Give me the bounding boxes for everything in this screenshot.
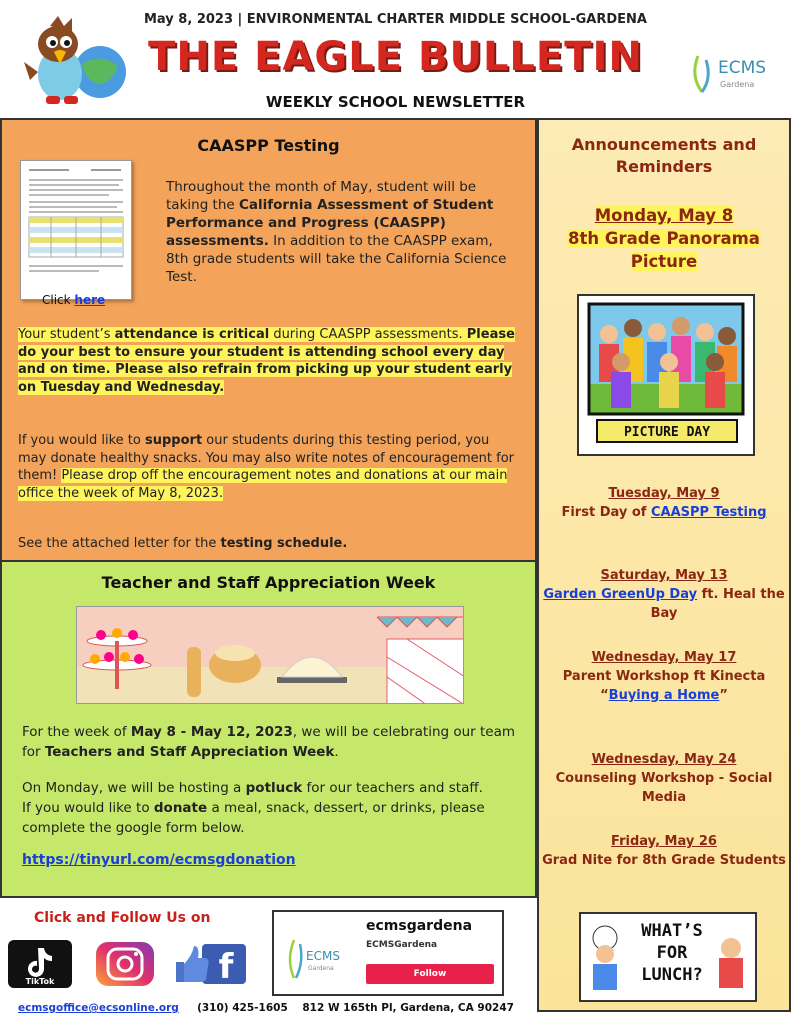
lunch-menu-icon: [581, 914, 755, 1000]
caaspp-description: [166, 178, 516, 286]
appreciation-banner-image: [76, 606, 464, 704]
donation-link-line: [22, 852, 296, 868]
instagram-follow-button[interactable]: Follow: [366, 964, 494, 984]
svg-text:ECMS: ECMS: [306, 949, 340, 963]
svg-text:Gardena: Gardena: [308, 965, 334, 972]
potluck-text-3: a meal, snack, dessert, or drinks, please complete the google form below.: [22, 800, 485, 836]
potluck-text-2: for our teachers and staff. If you would like to: [22, 780, 483, 816]
ecms-logo-text: ECMS: [718, 58, 767, 78]
instagram-name: ECMSGardena: [366, 940, 438, 950]
announcement-item-5: [539, 832, 789, 870]
support-paragraph: [18, 432, 518, 502]
appr-dates: May 8 - May 12, 2023: [130, 724, 293, 740]
announcement-date-1: Tuesday, May 9: [608, 486, 720, 501]
dessert-table-icon: [77, 607, 464, 704]
facebook-link[interactable]: [172, 940, 250, 988]
buying-a-home-link[interactable]: Buying a Home: [608, 688, 720, 703]
lunch-caption: WHAT’S FOR LUNCH?: [641, 921, 703, 985]
tiktok-label: TikTok: [25, 977, 55, 986]
newsletter-header: [0, 0, 791, 118]
instagram-link[interactable]: [92, 940, 158, 988]
contact-phone: (310) 425-1605: [197, 1002, 288, 1014]
support-text-2: our students during this testing period, you may donate healthy snacks. You may also write notes of encouragement for them!: [18, 433, 515, 483]
ecms-logo-icon: [284, 924, 354, 984]
appreciation-week-paragraph: [22, 722, 522, 762]
newsletter-subtitle: WEEKLY SCHOOL NEWSLETTER: [265, 93, 526, 111]
testing-letter-link[interactable]: here: [74, 293, 106, 307]
caaspp-desc-text-2: In addition to the CAASPP exam, 8th grade students will take the California Science Test.: [166, 233, 507, 285]
facebook-like-icon: [172, 940, 250, 988]
caaspp-title: CAASPP Testing: [197, 136, 340, 155]
contact-line: [18, 1002, 514, 1014]
contact-email-link[interactable]: ecmsgoffice@ecsonline.org: [18, 1002, 179, 1014]
click-label: Click: [42, 293, 75, 307]
picture-day-image: [577, 294, 755, 456]
click-here-line: [42, 293, 105, 307]
announcement-item-2: [539, 566, 789, 623]
announcements-section: [537, 118, 791, 1012]
announcement-item-1: [539, 484, 789, 522]
svg-text:f: f: [218, 947, 234, 987]
announcement-item-4: [539, 750, 789, 807]
caaspp-desc-bold: California Assessment of Student Performance and Progress (CAASPP) assessments.: [166, 197, 494, 249]
announcements-title-line1: Announcements and: [571, 135, 757, 154]
announcements-title: [539, 134, 789, 178]
footer-section: [0, 898, 537, 1024]
announcement-text-1: First Day of: [561, 505, 651, 520]
announcement-date-4: Wednesday, May 24: [591, 752, 737, 767]
caaspp-desc-text: Throughout the month of May, student will be taking the: [166, 179, 477, 213]
appr-week-name: Teachers and Staff Appreciation Week: [44, 744, 335, 760]
schedule-text: See the attached letter for the: [18, 536, 221, 551]
support-text: If you would like to: [18, 433, 145, 448]
potluck-paragraph: [22, 778, 492, 838]
whats-for-lunch-image[interactable]: [579, 912, 757, 1002]
appr-text-3: .: [334, 744, 339, 760]
announcement-date-5: Friday, May 26: [611, 834, 717, 849]
attendance-text: Your student’s: [18, 327, 115, 342]
attendance-text-2: during CAASPP assessments.: [269, 327, 467, 342]
featured-announcement: [539, 204, 789, 273]
appr-text-2: , we will be celebrating our team for: [22, 724, 516, 760]
caaspp-testing-link[interactable]: CAASPP Testing: [650, 505, 767, 520]
newsletter-date-line: May 8, 2023 | ENVIRONMENTAL CHARTER MIDDLE SCHOOL-GARDENA: [144, 12, 647, 27]
potluck-text: On Monday, we will be hosting a: [22, 780, 246, 796]
garden-greenup-link[interactable]: Garden GreenUp Day: [543, 587, 698, 602]
leaf-logo-icon: [688, 50, 716, 94]
instagram-icon: [92, 940, 158, 988]
featured-line1: 8th Grade Panorama: [568, 229, 760, 248]
caaspp-section: [0, 118, 537, 562]
announcements-title-line2: Reminders: [615, 157, 713, 176]
tiktok-icon: [8, 940, 72, 988]
donate-bold: donate: [153, 800, 208, 816]
announcement-date-3: Wednesday, May 17: [591, 650, 737, 665]
ecms-logo: [688, 50, 788, 100]
dropoff-instructions: Please drop off the encouragement notes and donations at our main office the week of May 8, 2023.: [18, 468, 508, 501]
featured-line2: Picture: [630, 252, 698, 271]
announcement-text-3: Parent Workshop ft Kinecta: [562, 669, 766, 684]
schedule-paragraph: [18, 536, 518, 551]
announcement-text-5: Grad Nite for 8th Grade Students: [542, 853, 786, 868]
announcement-text-4: Counseling Workshop - Social Media: [555, 771, 773, 805]
donation-form-link[interactable]: https://tinyurl.com/ecmsgdonation: [22, 852, 296, 868]
tiktok-link[interactable]: [8, 940, 72, 988]
testing-letter-thumbnail[interactable]: [20, 160, 132, 300]
appreciation-section: [0, 562, 537, 898]
appreciation-title: Teacher and Staff Appreciation Week: [101, 573, 436, 592]
potluck-bold: potluck: [245, 780, 303, 796]
ecms-logo-sub: Gardena: [720, 80, 755, 89]
announcement-date-2: Saturday, May 13: [600, 568, 728, 583]
contact-address: 812 W 165th Pl, Gardena, CA 90247: [302, 1002, 514, 1014]
group-photo-icon: [579, 296, 753, 454]
testing-schedule: testing schedule.: [220, 536, 348, 551]
document-preview-icon: [21, 161, 131, 299]
instagram-profile-card[interactable]: [272, 910, 504, 996]
newsletter-title: THE EAGLE BULLETIN: [148, 34, 643, 80]
attendance-critical: attendance is critical: [114, 327, 270, 342]
attendance-instructions: Please do your best to ensure your student is attending school every day and on time. Please also refrain from picking up your student early on Tuesday and Wednesday.: [18, 327, 515, 395]
attendance-paragraph: [18, 326, 518, 396]
follow-us-title: Click and Follow Us on: [34, 910, 211, 926]
announcement-text-2: ft. Heal the Bay: [650, 587, 785, 621]
featured-date: Monday, May 8: [594, 206, 734, 225]
appr-text: For the week of: [22, 724, 131, 740]
announcement-item-3: Wednesday, May 17 Parent Workshop ft Kinecta “Buying a Home”: [539, 648, 789, 705]
support-bold: support: [145, 433, 203, 448]
instagram-handle: ecmsgardena: [366, 918, 473, 934]
picture-day-caption: PICTURE DAY: [623, 425, 711, 440]
